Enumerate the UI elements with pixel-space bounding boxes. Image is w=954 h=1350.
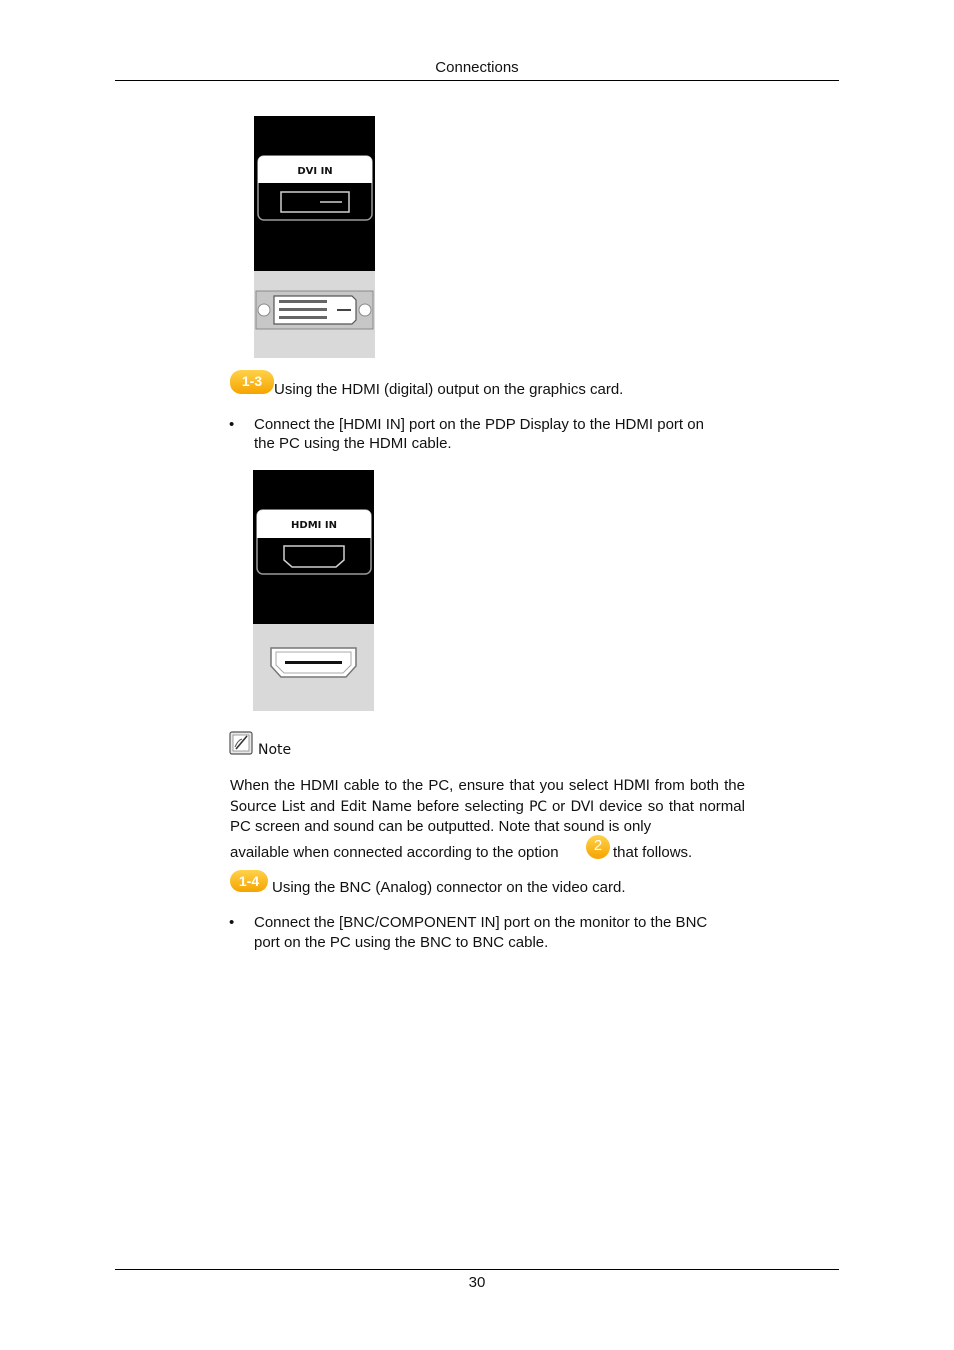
note-last-line-end: that follows.: [613, 844, 693, 861]
hdmi-port-label: HDMI IN: [291, 520, 337, 531]
note-paragraph: [230, 776, 745, 837]
hdmi-port-illustration: [253, 470, 374, 711]
option-badge-2: 2: [586, 835, 610, 859]
dvi-port-figure: [254, 116, 375, 358]
note-text-4: before selecting: [411, 797, 530, 815]
section-13-heading: Using the HDMI (digital) output on the graphics card.: [274, 381, 624, 398]
bullet-13-line-2: the PC using the HDMI cable.: [254, 435, 452, 452]
ui-term-source-list: Source List: [230, 798, 305, 815]
footer-rule: [115, 1269, 839, 1270]
note-text-6: device so that normal PC screen and sound can be outputted. Note that sound is only: [230, 797, 745, 835]
ui-term-edit-name: Edit Name: [340, 798, 412, 815]
step-badge-1-3: 1-3: [230, 370, 274, 394]
note-text-2: from both the: [649, 777, 745, 794]
note-text-5: or: [546, 797, 571, 815]
bullet-marker: •: [229, 416, 235, 433]
note-icon: [229, 731, 253, 755]
bullet-marker: •: [229, 914, 235, 931]
note-text-1: When the HDMI cable to the PC, ensure that you select: [230, 777, 614, 794]
bullet-14-line-2: port on the PC using the BNC to BNC cable.: [254, 934, 549, 951]
hdmi-port-figure: [253, 470, 374, 711]
page-header-title: Connections: [435, 59, 519, 76]
note-text-3: and: [304, 797, 341, 815]
dvi-port-label: DVI IN: [297, 166, 333, 177]
page-number: 30: [468, 1274, 486, 1291]
dvi-port-illustration: [254, 116, 375, 358]
step-badge-1-4: 1-4: [230, 870, 268, 892]
section-14-heading: Using the BNC (Analog) connector on the video card.: [272, 879, 626, 896]
bullet-13-line-1: Connect the [HDMI IN] port on the PDP Display to the HDMI port on: [254, 416, 704, 433]
ui-term-dvi: DVI: [570, 798, 594, 815]
note-label: Note: [258, 742, 292, 758]
ui-term-hdmi: HDMI: [613, 778, 650, 794]
note-last-line-start: available when connected according to the option: [230, 844, 559, 861]
header-rule: [115, 80, 839, 81]
bullet-14-line-1: Connect the [BNC/COMPONENT IN] port on the monitor to the BNC: [254, 914, 708, 931]
ui-term-pc: PC: [529, 798, 547, 815]
